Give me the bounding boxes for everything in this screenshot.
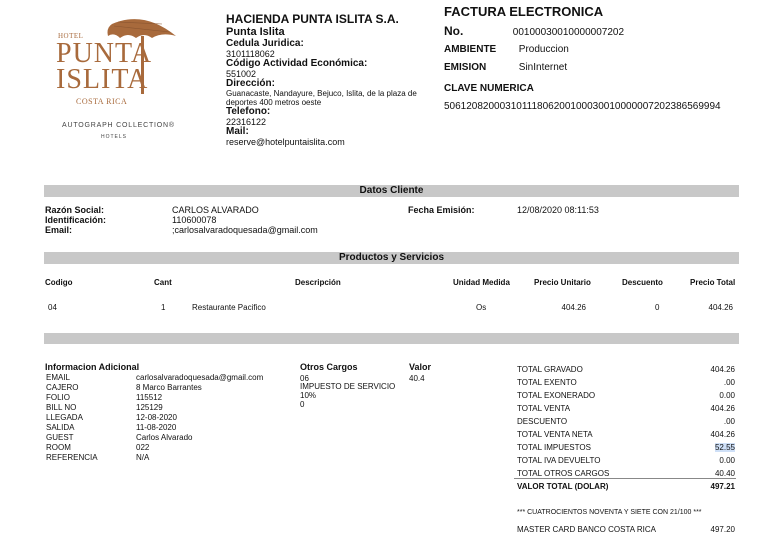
clave-label: CLAVE NUMERICA — [444, 83, 534, 94]
invoice-header — [444, 4, 774, 112]
telefono-value: 22316122 — [226, 117, 267, 127]
col-precio-total: Precio Total — [690, 278, 736, 287]
mail-label: Mail: — [226, 126, 249, 137]
issuer-block — [226, 12, 444, 147]
clave-value: 50612082000310111806200100030010000007202386569994 — [444, 101, 721, 112]
invoice-number-row — [444, 24, 624, 38]
col-codigo: Codigo — [45, 278, 73, 287]
issuer-trade-name: Punta Islita — [226, 26, 285, 38]
otros-line: 0 — [300, 400, 305, 409]
adicional-value: 022 — [136, 443, 150, 452]
row-precio-total: 404.26 — [708, 303, 733, 312]
ambiente-row — [444, 44, 569, 55]
total-label: TOTAL EXONERADO — [517, 391, 596, 400]
invoice-number-label: No. — [444, 24, 464, 38]
adicional-key: REFERENCIA — [46, 453, 98, 462]
invoice-number: 00100030010000007202 — [512, 27, 625, 38]
productos-header: Productos y Servicios — [44, 252, 739, 264]
col-descuento: Descuento — [622, 278, 663, 287]
adicional-key: GUEST — [46, 433, 74, 442]
adicional-title: Informacion Adicional — [45, 362, 140, 372]
email-label: Email: — [45, 225, 73, 235]
otros-cargos-title: Otros Cargos — [300, 362, 358, 372]
direccion-label: Dirección: — [226, 78, 275, 89]
logo-costa-rica-text: COSTA RICA — [76, 97, 128, 106]
otros-line: 06 — [300, 374, 309, 383]
otros-line: IMPUESTO DE SERVICIO — [300, 382, 396, 391]
actividad-value: 551002 — [226, 69, 257, 79]
col-precio-unitario: Precio Unitario — [534, 278, 591, 287]
adicional-key: FOLIO — [46, 393, 71, 402]
productos-footer-bar — [44, 333, 739, 344]
razon-label: Razón Social: — [45, 205, 105, 215]
adicional-value: carlosalvaradoquesada@gmail.com — [136, 373, 264, 382]
valor-title: Valor — [409, 362, 432, 372]
logo-islita-text: ISLITA — [56, 64, 149, 95]
fecha-label: Fecha Emisión: — [408, 205, 475, 215]
adicional-value: 11-08-2020 — [136, 423, 177, 432]
total-value: 0.00 — [719, 456, 735, 465]
email-value: ;carlosalvaradoquesada@gmail.com — [172, 225, 318, 235]
total-value: 404.26 — [710, 365, 735, 374]
invoice-title: FACTURA ELECTRONICA — [444, 4, 604, 19]
telefono-label: Telefono: — [226, 106, 271, 117]
row-precio-unitario: 404.26 — [561, 303, 586, 312]
total-value: 404.26 — [710, 404, 735, 413]
total-value: 404.26 — [710, 430, 735, 439]
row-cant: 1 — [161, 303, 166, 312]
adicional-value: 12-08-2020 — [136, 413, 177, 422]
adicional-value: Carlos Alvarado — [136, 433, 193, 442]
total-value: .00 — [723, 378, 735, 387]
cedula-label: Cedula Juridica: — [226, 38, 304, 49]
actividad-label: Código Actividad Económica: — [226, 58, 368, 69]
logo-punta-text: PUNTA — [56, 38, 153, 69]
adicional-value: N/A — [136, 453, 150, 462]
otros-valor: 40.4 — [409, 374, 425, 383]
adicional-value: 8 Marco Barrantes — [136, 383, 202, 392]
adicional-key: EMAIL — [46, 373, 71, 382]
total-label: DESCUENTO — [517, 417, 568, 426]
total-label: TOTAL VENTA NETA — [517, 430, 593, 439]
mail-value: reserve@hotelpuntaislita.com — [226, 137, 345, 147]
total-value: 0.00 — [719, 391, 735, 400]
datos-cliente-header: Datos Cliente — [44, 185, 739, 197]
col-cant: Cant — [154, 278, 172, 287]
logo-autograph-text: AUTOGRAPH COLLECTION® — [62, 122, 175, 129]
total-label: TOTAL GRAVADO — [517, 365, 583, 374]
adicional-key: BILL NO — [46, 403, 77, 412]
total-value: 497.21 — [710, 482, 735, 491]
issuer-name: HACIENDA PUNTA ISLITA S.A. — [226, 12, 399, 26]
row-unidad: Os — [476, 303, 487, 312]
adicional-key: LLEGADA — [46, 413, 83, 422]
emision-value: SinInternet — [518, 62, 568, 73]
total-label: TOTAL IMPUESTOS — [517, 443, 591, 452]
row-codigo: 04 — [48, 303, 57, 312]
total-label: TOTAL IVA DEVUELTO — [517, 456, 601, 465]
emision-label: EMISION — [444, 62, 487, 73]
logo-hotel-text: HOTEL — [58, 32, 84, 40]
col-unidad: Unidad Medida — [453, 278, 510, 287]
adicional-value: 115512 — [136, 393, 163, 402]
ident-value: 110600078 — [172, 215, 217, 225]
adicional-key: CAJERO — [46, 383, 79, 392]
total-label: TOTAL EXENTO — [517, 378, 577, 387]
total-value: .00 — [723, 417, 735, 426]
razon-value: CARLOS ALVARADO — [172, 205, 259, 215]
ambiente-label: AMBIENTE — [444, 44, 497, 55]
total-value: 40.40 — [714, 469, 735, 478]
direccion-value: Guanacaste, Nandayure, Bejuco, Islita, de la plaza de deportes 400 metros oeste — [226, 89, 417, 107]
ambiente-value: Produccion — [518, 44, 569, 55]
col-descripcion: Descripción — [295, 278, 341, 287]
total-label: TOTAL VENTA — [517, 404, 571, 413]
total-label: TOTAL OTROS CARGOS — [517, 469, 610, 478]
logo-hotels-text: HOTELS — [101, 134, 128, 140]
total-en-letras: *** CUATROCIENTOS NOVENTA Y SIETE CON 21/100 *** — [517, 509, 702, 516]
hotel-logo — [52, 10, 180, 145]
ident-label: Identificación: — [45, 215, 107, 225]
row-descripcion: Restaurante Pacifico — [192, 303, 266, 312]
fecha-value: 12/08/2020 08:11:53 — [517, 205, 599, 215]
total-label: VALOR TOTAL (DOLAR) — [517, 482, 609, 491]
adicional-key: ROOM — [46, 443, 71, 452]
pago-valor: 497.20 — [710, 525, 735, 534]
otros-line: 10% — [300, 391, 317, 400]
adicional-value: 125129 — [136, 403, 163, 412]
total-value: 52.55 — [714, 443, 735, 452]
totales-divider — [514, 478, 736, 479]
cedula-value: 3101118062 — [226, 49, 275, 59]
row-descuento: 0 — [655, 303, 660, 312]
emision-row — [444, 62, 567, 73]
adicional-key: SALIDA — [46, 423, 75, 432]
pago-label: MASTER CARD BANCO COSTA RICA — [517, 525, 656, 534]
